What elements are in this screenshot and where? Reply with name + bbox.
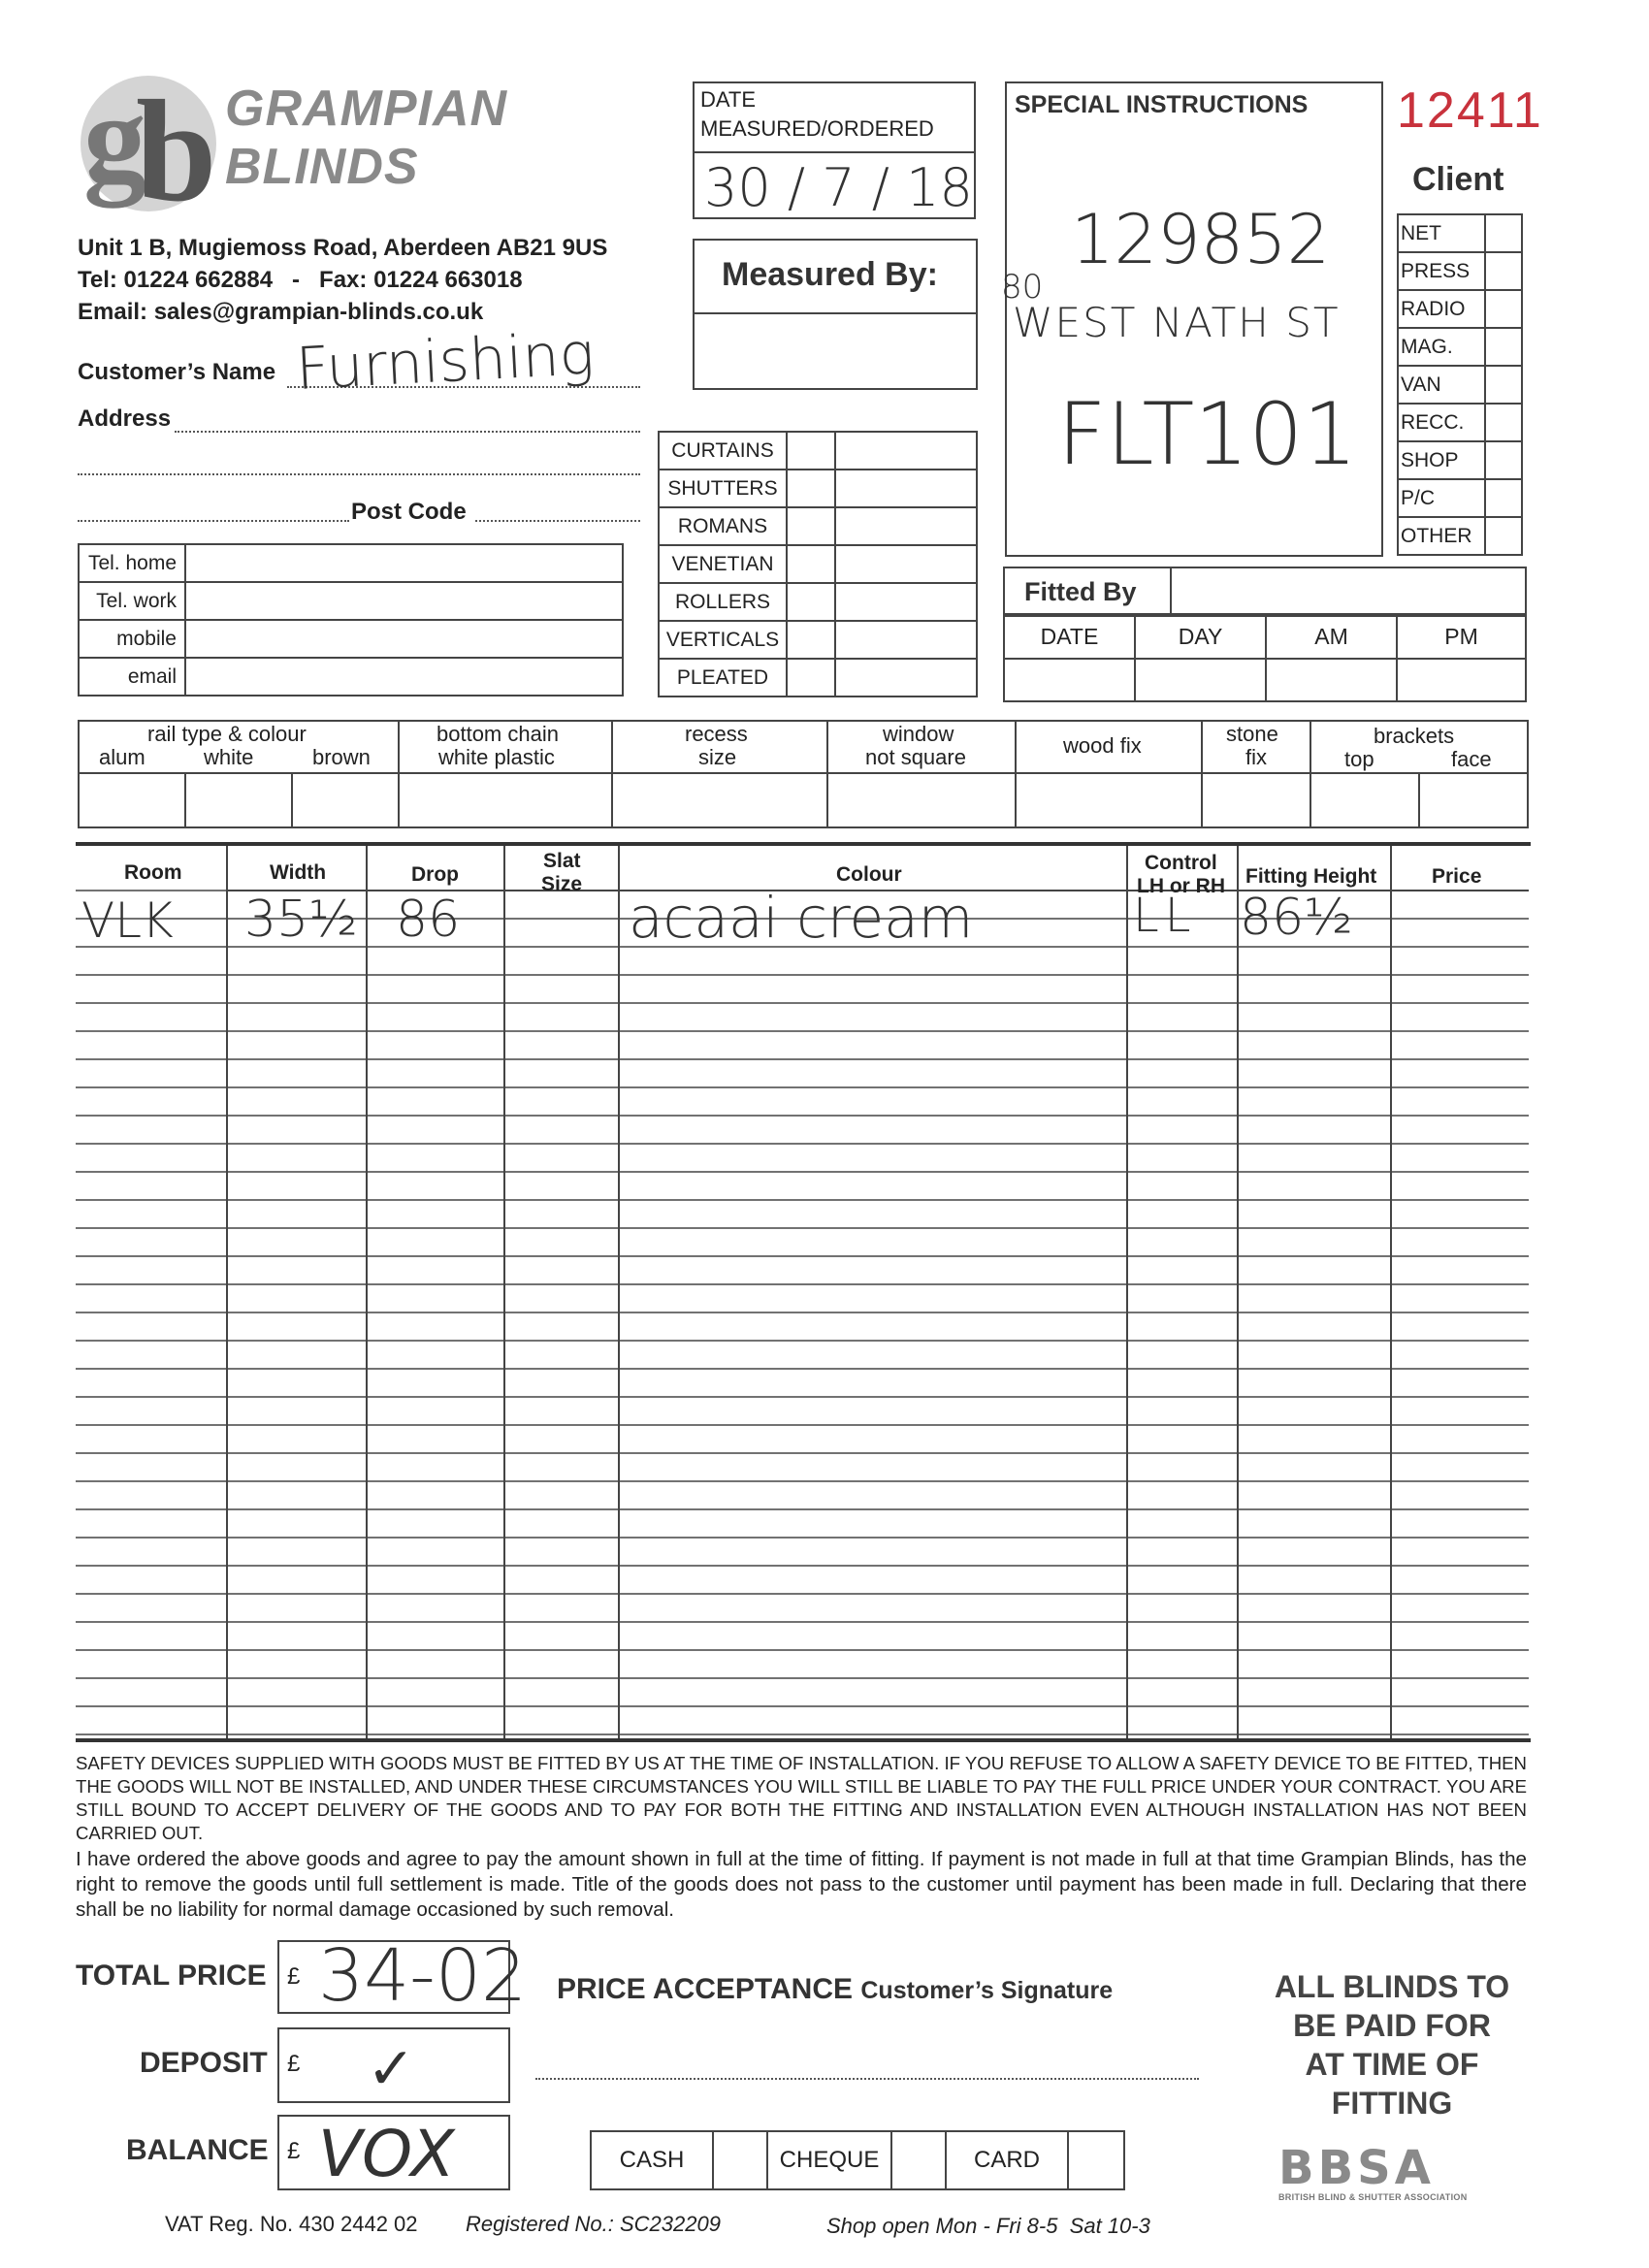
col-header-price: Price (1432, 865, 1482, 888)
notice-line-2: BE PAID FOR (1293, 2008, 1491, 2043)
client-source-table (1397, 213, 1523, 556)
tel-home-label: Tel. home (79, 544, 185, 582)
client-source-mag: MAG. (1398, 328, 1485, 366)
product-shutters: SHUTTERS (659, 470, 787, 507)
mobile-label: mobile (79, 620, 185, 658)
tel-work-field[interactable] (185, 582, 623, 620)
brackets-face-label: face (1451, 747, 1492, 771)
client-source-van-check[interactable] (1485, 366, 1522, 404)
product-verticals-notes[interactable] (835, 621, 977, 659)
safety-terms: SAFETY DEVICES SUPPLIED WITH GOODS MUST BE FITTED BY US AT THE TIME OF INSTALLATION. IF YOU REFUSE TO ALLOW A SAFETY DEVICE TO BE FITTED, THEN THE GOODS WILL NOT BE INSTALLED, AND UNDER THESE CIRCUMSTANCES YOU WILL STILL BE LIABLE TO PAY THE FULL PRICE UNDER YOUR CONTRACT. YOU ARE STILL BOUND TO ACCEPT DELIVERY OF THE GOODS AND TO PAY FOR BOTH THE FITTING AND INSTALLATION EVEN ALTHOUGH INSTALLATION HAS NOT BEEN CARRIED OUT. (76, 1753, 1527, 1843)
total-currency: £ (287, 1963, 301, 1990)
product-pleated-notes[interactable] (835, 659, 977, 697)
client-source-shop-check[interactable] (1485, 441, 1522, 479)
fitted-am-field[interactable] (1266, 659, 1397, 701)
measured-by-box (693, 239, 978, 390)
measured-by-field[interactable] (695, 314, 976, 388)
rail-brown-label: brown (312, 745, 371, 769)
address-label: Address (78, 405, 172, 432)
measured-by-label: Measured By: (722, 256, 938, 293)
fitted-am-header: AM (1266, 614, 1397, 659)
col-header-width: Width (270, 861, 327, 884)
email-label: email (79, 658, 185, 696)
product-venetian: VENETIAN (659, 545, 787, 583)
product-verticals-qty[interactable] (787, 621, 835, 659)
bottom-chain-label-2: white plastic (438, 745, 555, 769)
company-name-line1: GRAMPIAN (225, 81, 508, 137)
product-rollers-qty[interactable] (787, 583, 835, 621)
footer-vat: VAT Reg. No. 430 2442 02 (165, 2212, 418, 2236)
special-instructions-line1: 129852 (1071, 200, 1331, 279)
col-header-control-2: LH or RH (1137, 875, 1225, 897)
price-acceptance-bold: PRICE ACCEPTANCE (557, 1973, 854, 2005)
rail-white-field[interactable] (186, 774, 291, 828)
deposit-currency: £ (287, 2051, 301, 2077)
total-price-box[interactable] (277, 1934, 528, 2018)
total-price-value: 34-02 (318, 1934, 528, 2018)
product-curtains: CURTAINS (659, 432, 787, 470)
product-romans-notes[interactable] (835, 507, 977, 545)
recess-label-2: size (698, 745, 737, 769)
row1-fitting-height[interactable]: 86½ (1240, 889, 1353, 947)
fitted-date-table (1003, 613, 1527, 702)
product-shutters-notes[interactable] (835, 470, 977, 507)
total-price-label: TOTAL PRICE (76, 1960, 267, 1992)
postcode-label: Post Code (351, 499, 467, 525)
fitted-date-header: DATE (1004, 614, 1135, 659)
col-header-slat-1: Slat (543, 850, 581, 872)
agreement-terms: I have ordered the above goods and agree to pay the amount shown in full at the time of fitting. If payment is not made in full at that time Grampian Blinds, has the right to remove the goods until full settlement is made. Title of the goods does not pass to the customer until payment has been made in full. Declaring that there shall be no liability for normal damage occasioned by such removal. (76, 1848, 1527, 1921)
fitted-day-field[interactable] (1135, 659, 1266, 701)
client-source-other: OTHER (1398, 517, 1485, 555)
customer-signature-line[interactable] (535, 2078, 1199, 2080)
date-measured-value[interactable]: 30 / 7 / 18 (704, 157, 973, 218)
deposit-value: ✓ (367, 2035, 416, 2103)
bbsa-caption: BRITISH BLIND & SHUTTER ASSOCIATION (1278, 2192, 1468, 2202)
customer-name-label: Customer’s Name (78, 359, 276, 385)
client-source-pc-check[interactable] (1485, 479, 1522, 517)
bbsa-logo-text: BBSA (1278, 2141, 1435, 2195)
product-rollers-notes[interactable] (835, 583, 977, 621)
client-source-press: PRESS (1398, 252, 1485, 290)
col-header-control-1: Control (1145, 852, 1217, 874)
price-acceptance-label (557, 1973, 1113, 2006)
col-header-fitting-height: Fitting Height (1245, 865, 1377, 888)
fitted-by-table (1003, 567, 1527, 617)
special-instructions-box[interactable] (1001, 81, 1383, 557)
tel-home-field[interactable] (185, 544, 623, 582)
product-rollers: ROLLERS (659, 583, 787, 621)
window-label-1: window (883, 722, 954, 746)
row1-control[interactable]: LL (1133, 889, 1197, 943)
client-source-net-check[interactable] (1485, 214, 1522, 252)
rail-brown-field[interactable] (293, 774, 398, 828)
items-table (76, 846, 1529, 1738)
special-instructions-line3: FLT101 (1057, 384, 1358, 484)
payment-card-label: CARD (946, 2131, 1068, 2189)
rail-white-label: white (204, 745, 254, 769)
rail-type-label: rail type & colour (147, 722, 307, 746)
product-pleated-qty[interactable] (787, 659, 835, 697)
balance-box[interactable] (277, 2115, 510, 2190)
special-instructions-line2-small: 80 (1001, 268, 1044, 307)
brackets-top-label: top (1344, 747, 1374, 771)
brackets-top-field[interactable] (1311, 774, 1418, 828)
items-table-bottom-rule (76, 1738, 1531, 1742)
col-header-slat-2: Size (541, 873, 583, 895)
footer-registered: Registered No.: SC232209 (466, 2212, 721, 2236)
window-label-2: not square (865, 745, 966, 769)
fitted-pm-field[interactable] (1397, 659, 1526, 701)
client-source-pc: P/C (1398, 479, 1485, 517)
client-source-press-check[interactable] (1485, 252, 1522, 290)
recess-size-field[interactable] (613, 774, 826, 828)
payment-cash-check[interactable] (713, 2131, 767, 2189)
notice-line-1: ALL BLINDS TO (1274, 1969, 1510, 2004)
stone-fix-label-2: fix (1245, 745, 1267, 769)
postcode-line[interactable] (475, 520, 640, 522)
product-curtains-notes[interactable] (835, 432, 977, 470)
footer-hours: Shop open Mon - Fri 8-5 Sat 10-3 (826, 2214, 1150, 2238)
row1-drop[interactable]: 86 (396, 891, 461, 949)
address-line-2[interactable] (78, 473, 640, 475)
date-measured-box (693, 81, 976, 219)
rail-alum-label: alum (99, 745, 146, 769)
date-label-line2: MEASURED/ORDERED (700, 116, 934, 141)
date-label-line1: DATE (700, 87, 757, 112)
recess-label-1: recess (685, 722, 748, 746)
stone-fix-field[interactable] (1203, 774, 1310, 828)
product-venetian-notes[interactable] (835, 545, 977, 583)
company-name-line2: BLINDS (225, 139, 419, 195)
product-venetian-qty[interactable] (787, 545, 835, 583)
rail-alum-field[interactable] (80, 774, 184, 828)
payment-notice (1242, 1967, 1542, 2122)
deposit-label: DEPOSIT (140, 2047, 268, 2079)
col-header-room: Room (124, 861, 182, 884)
special-instructions-label: SPECIAL INSTRUCTIONS (1015, 91, 1309, 118)
balance-value: VOX (318, 2117, 455, 2191)
company-email: Email: sales@grampian-blinds.co.uk (78, 299, 484, 325)
company-tel-fax: Tel: 01224 662884 - Fax: 01224 663018 (78, 267, 523, 293)
email-field[interactable] (185, 658, 623, 696)
tel-work-label: Tel. work (79, 582, 185, 620)
mobile-field[interactable] (185, 620, 623, 658)
product-romans: ROMANS (659, 507, 787, 545)
client-source-recc-check[interactable] (1485, 404, 1522, 441)
deposit-box[interactable] (277, 2027, 510, 2103)
special-instructions-line2: WEST NATH ST (1013, 299, 1341, 346)
order-number: 12411 (1397, 82, 1543, 139)
svg-text:b: b (136, 76, 217, 211)
row1-width[interactable]: 35½ (244, 891, 358, 949)
row1-colour[interactable]: acaai cream (629, 885, 974, 951)
product-romans-qty[interactable] (787, 507, 835, 545)
fitted-by-label: Fitted By (1004, 567, 1171, 616)
window-not-square-field[interactable] (828, 774, 1015, 828)
client-source-shop: SHOP (1398, 441, 1485, 479)
options-table (78, 720, 1529, 828)
row1-room[interactable]: VLK (81, 892, 174, 949)
client-source-mag-check[interactable] (1485, 328, 1522, 366)
payment-cheque-label: CHEQUE (767, 2131, 891, 2189)
customer-signature-label: Customer’s Signature (860, 1977, 1114, 2004)
bottom-chain-label-1: bottom chain (436, 722, 559, 746)
fitted-pm-header: PM (1397, 614, 1526, 659)
bottom-chain-field[interactable] (400, 774, 611, 828)
company-address: Unit 1 B, Mugiemoss Road, Aberdeen AB21 9US (78, 235, 608, 261)
col-header-colour: Colour (836, 863, 902, 886)
wood-fix-field[interactable] (1017, 774, 1201, 828)
client-source-van: VAN (1398, 366, 1485, 404)
company-logo (76, 76, 221, 211)
balance-currency: £ (287, 2138, 301, 2164)
product-curtains-qty[interactable] (787, 432, 835, 470)
fitted-date-field[interactable] (1004, 659, 1135, 701)
fitted-by-field[interactable] (1171, 567, 1526, 616)
product-verticals: VERTICALS (659, 621, 787, 659)
address-line-1[interactable] (175, 431, 640, 433)
client-label: Client (1412, 161, 1504, 198)
client-source-other-check[interactable] (1485, 517, 1522, 555)
contact-table (78, 543, 624, 697)
items-table-grid (76, 846, 1529, 1738)
address-line-3[interactable] (78, 520, 349, 522)
client-source-radio-check[interactable] (1485, 290, 1522, 328)
bbsa-logo (1278, 2141, 1511, 2202)
client-source-radio: RADIO (1398, 290, 1485, 328)
payment-card-check[interactable] (1068, 2131, 1124, 2189)
customer-name-value[interactable]: Furnishing (294, 319, 597, 405)
svg-text:g: g (83, 76, 146, 209)
balance-label: BALANCE (126, 2134, 269, 2166)
product-pleated: PLEATED (659, 659, 787, 697)
brackets-label: brackets (1374, 724, 1455, 748)
payment-cheque-check[interactable] (891, 2131, 946, 2189)
notice-line-4: FITTING (1331, 2086, 1453, 2121)
client-source-net: NET (1398, 214, 1485, 252)
client-source-recc: RECC. (1398, 404, 1485, 441)
payment-cash-label: CASH (591, 2131, 713, 2189)
brackets-face-field[interactable] (1420, 774, 1527, 828)
product-type-table (658, 431, 978, 697)
col-header-drop: Drop (411, 863, 459, 886)
wood-fix-label: wood fix (1063, 733, 1142, 758)
fitted-day-header: DAY (1135, 614, 1266, 659)
stone-fix-label-1: stone (1226, 722, 1278, 746)
product-shutters-qty[interactable] (787, 470, 835, 507)
notice-line-3: AT TIME OF (1305, 2047, 1479, 2082)
payment-method-table (590, 2130, 1125, 2190)
